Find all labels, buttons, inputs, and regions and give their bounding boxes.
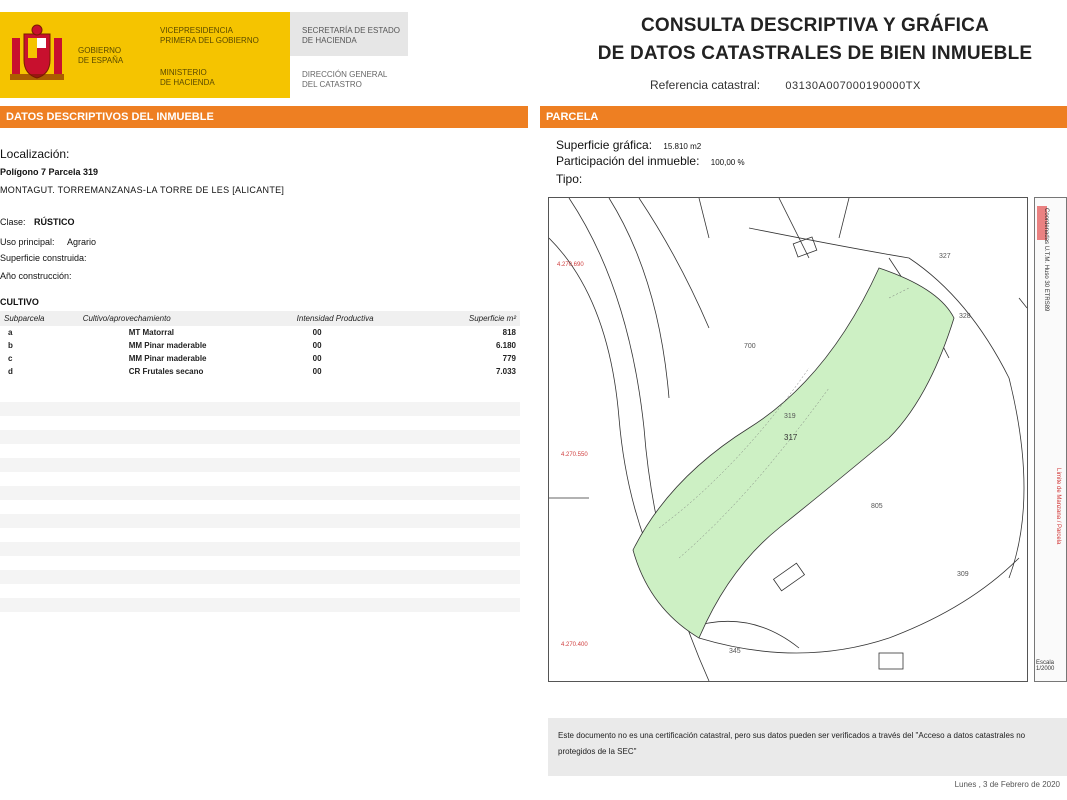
notice-box: Este documento no es una certificación catastral, pero sus datos pueden ser verificados a través del "Acceso a datos catastrales no protegidos de la SEC" (548, 718, 1067, 776)
superficie-construida-label: Superficie construida: (0, 253, 87, 263)
referencia-catastral (650, 78, 921, 92)
cultivo-table (0, 311, 520, 378)
map-coord-3: 4.270.400 (561, 642, 588, 648)
superficie-grafica-row (556, 138, 701, 152)
cell-superficie: 6.180 (495, 341, 516, 350)
map-label-319: 319 (784, 413, 796, 420)
cell-cultivo: MM Pinar maderable (128, 354, 207, 363)
map-label-309: 309 (957, 571, 969, 578)
table-row (0, 352, 520, 365)
cell-superficie: 818 (502, 328, 516, 337)
cell-subparcela: a (8, 328, 13, 337)
table-row (0, 326, 520, 339)
coat-of-arms-icon (6, 24, 68, 86)
fecha-label: Lunes , 3 de Febrero de 2020 (954, 780, 1060, 789)
table-header-row (0, 311, 520, 326)
clase-row (0, 217, 75, 227)
secretaria-label: SECRETARÍA DE ESTADO DE HACIENDA (302, 26, 400, 45)
map-label-345: 345 (729, 648, 741, 655)
cell-intensidad: 00 (312, 341, 322, 350)
cadastral-map-svg (549, 198, 1027, 681)
ano-construccion-label: Año construcción: (0, 271, 72, 281)
localizacion-label: Localización: (0, 147, 70, 161)
sup-grafica-value: 15.810 m2 (663, 142, 702, 151)
datos-descriptivos-bar: DATOS DESCRIPTIVOS DEL INMUEBLE (0, 106, 528, 128)
sup-grafica-label: Superficie gráfica: (556, 138, 653, 152)
tipo-label: Tipo: (556, 172, 583, 186)
map-coord-2: 4.270.550 (561, 452, 588, 458)
col-superficie: Superficie m² (431, 311, 521, 326)
poligono-parcela: Polígono 7 Parcela 319 (0, 167, 99, 177)
escala-label: Escala 1/2000 (1036, 660, 1055, 672)
cell-cultivo: MT Matorral (128, 328, 175, 337)
title-line-2: DE DATOS CATASTRALES DE BIEN INMUEBLE (597, 43, 1033, 64)
clase-label: Clase: (0, 217, 26, 227)
cell-intensidad: 00 (312, 367, 322, 376)
table-row (0, 365, 520, 378)
gobierno-label: GOBIERNO DE ESPAÑA (78, 46, 124, 65)
clase-value: RÚSTICO (34, 217, 75, 227)
table-row (0, 339, 520, 352)
cell-cultivo: CR Frutales secano (128, 367, 204, 376)
cultivo-title: CULTIVO (0, 297, 39, 307)
uso-row (0, 237, 96, 247)
ministerio-label: MINISTERIO DE HACIENDA (160, 68, 215, 87)
col-intensidad: Intensidad Productiva (293, 311, 431, 326)
cell-subparcela: d (8, 367, 13, 376)
participacion-row (556, 154, 745, 168)
participacion-label: Participación del inmueble: (556, 154, 700, 168)
direccion-general-label: DIRECCIÓN GENERAL DEL CATASTRO (302, 70, 388, 89)
cell-intensidad: 00 (312, 354, 322, 363)
map-coord-1: 4.270.690 (557, 262, 584, 268)
participacion-value: 100,00 % (710, 158, 745, 167)
uso-value: Agrario (67, 237, 97, 247)
cell-subparcela: b (8, 341, 13, 350)
ref-value: 03130A007000190000TX (785, 80, 921, 92)
map-label-317: 317 (784, 433, 798, 442)
vicepresidencia-label: VICEPRESIDENCIA PRIMERA DEL GOBIERNO (160, 26, 259, 45)
legend-limite-text: Límite de Manzana / Parcela (1055, 468, 1061, 545)
cell-intensidad: 00 (312, 328, 322, 337)
direccion-inmueble: MONTAGUT. TORREMANZANAS-LA TORRE DE LES [ALICANTE] (0, 185, 285, 195)
legend-utm-text: Coordenadas U.T.M. Huso 30 ETRS89 (1043, 208, 1049, 312)
cell-subparcela: c (8, 354, 13, 363)
document-title (560, 12, 1067, 68)
map-legend (1034, 197, 1067, 682)
title-line-1: CONSULTA DESCRIPTIVA Y GRÁFICA (640, 15, 990, 36)
empty-rows-area (0, 388, 520, 618)
map-label-700: 700 (744, 343, 756, 350)
map-label-328: 328 (959, 313, 971, 320)
col-cultivo: Cultivo/aprovechamiento (79, 311, 293, 326)
map-label-805: 805 (871, 503, 883, 510)
cell-cultivo: MM Pinar maderable (128, 341, 207, 350)
col-subparcela: Subparcela (0, 311, 79, 326)
parcel-map[interactable] (548, 197, 1028, 682)
map-label-327: 327 (939, 253, 951, 260)
cell-superficie: 7.033 (495, 367, 516, 376)
cell-superficie: 779 (502, 354, 516, 363)
parcela-bar: PARCELA (540, 106, 1067, 128)
ref-label: Referencia catastral: (650, 78, 761, 92)
uso-label: Uso principal: (0, 237, 55, 247)
